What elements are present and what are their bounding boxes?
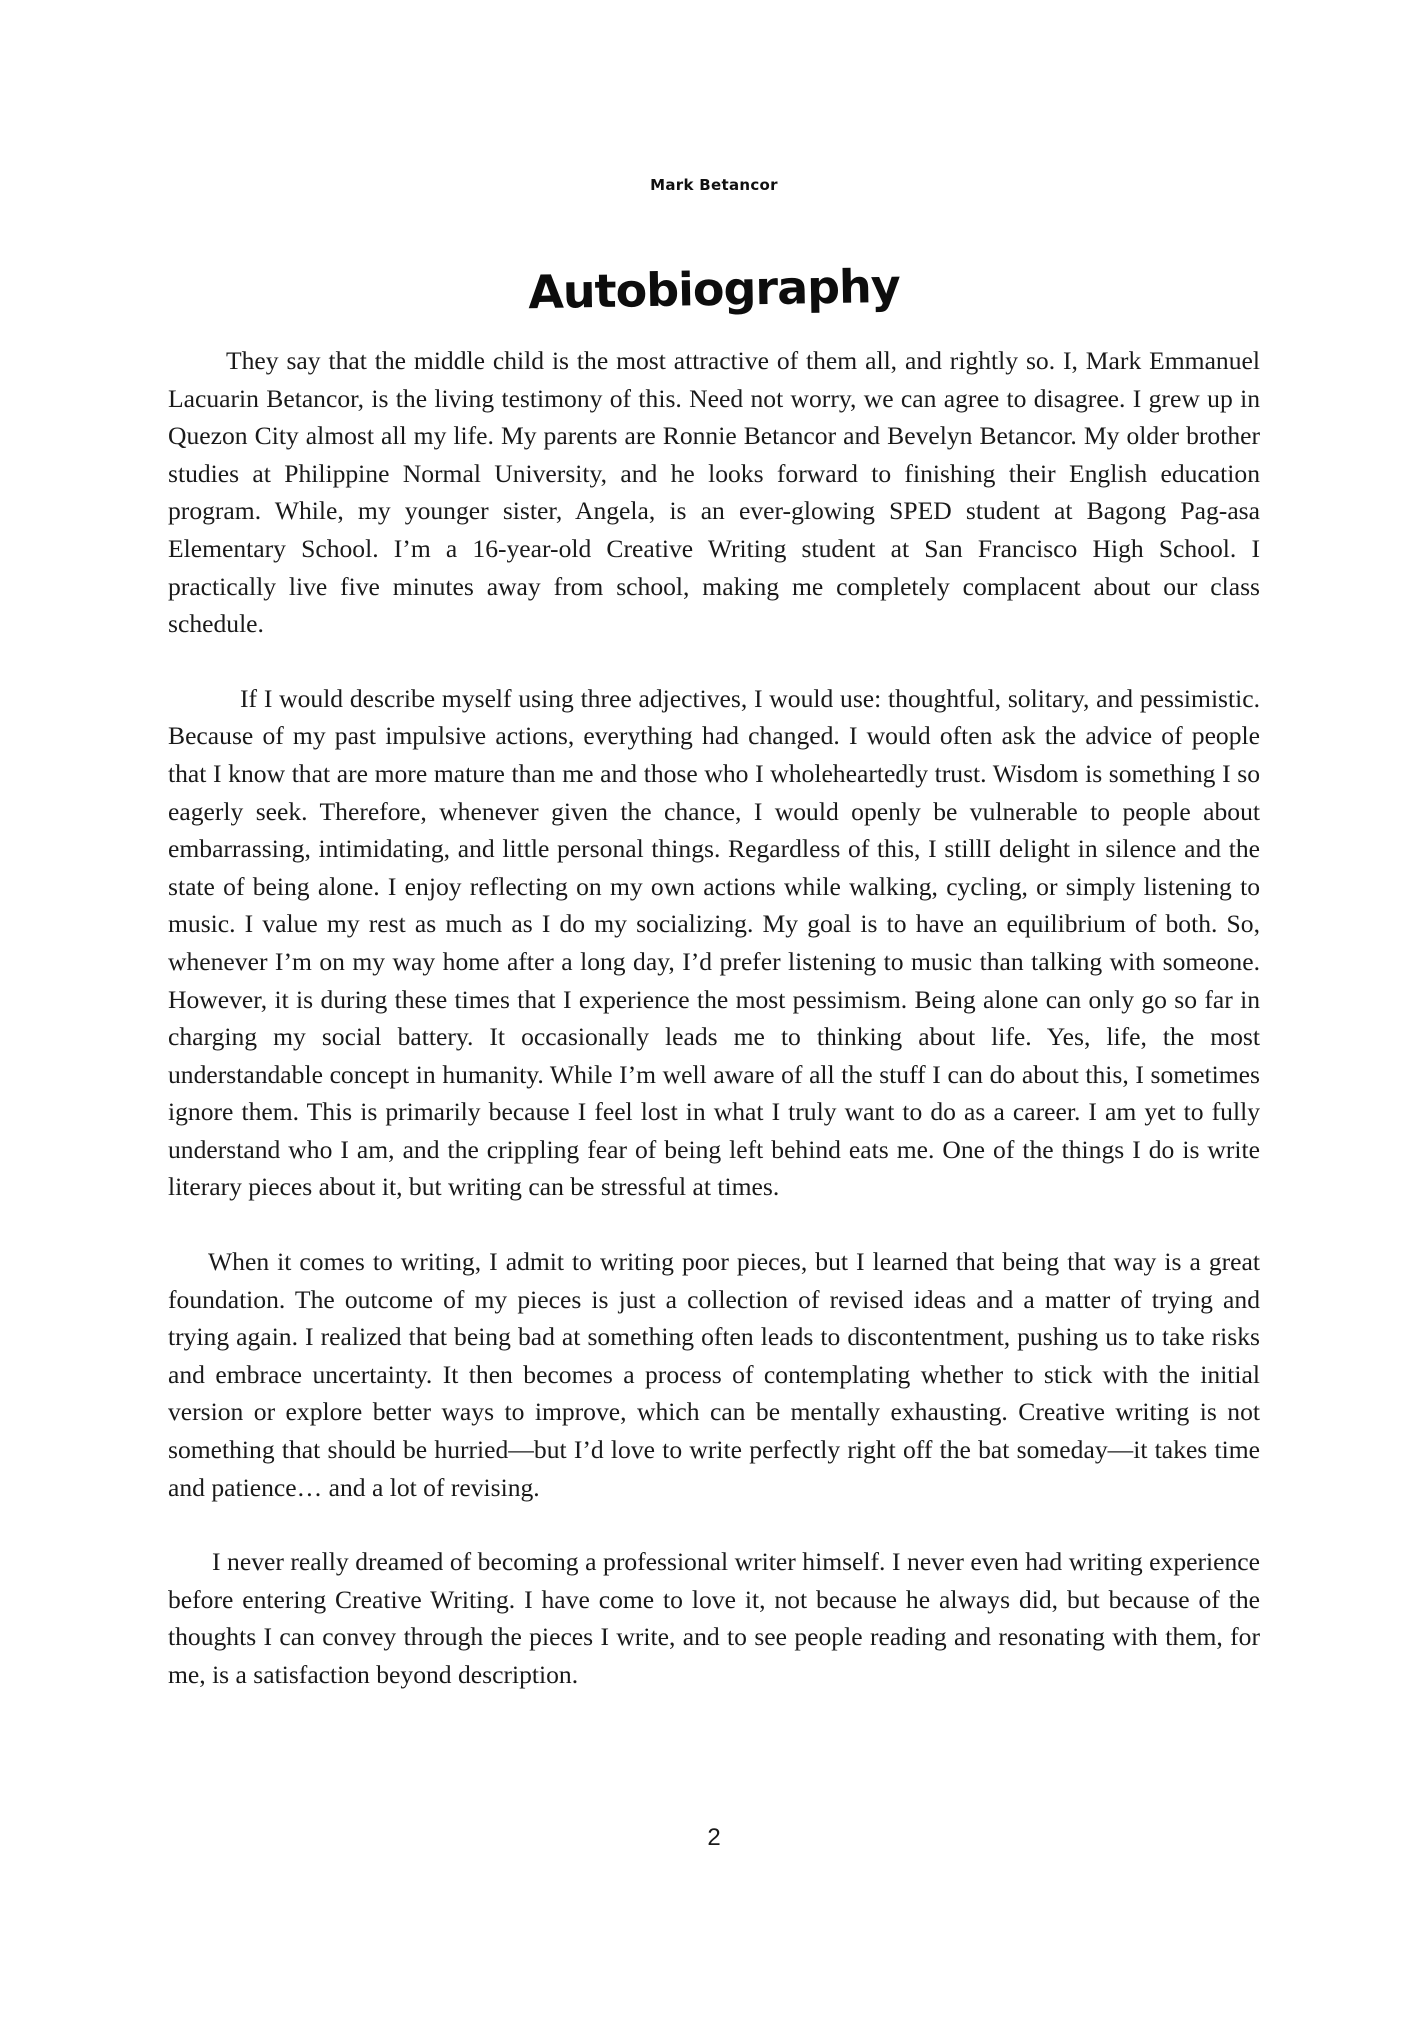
paragraph-2: If I would describe myself using three adjectives, I would use: thoughtful, solitary, and pessimistic. Because of my past impulsive actions, everything had changed. I would often ask the advice of people that I know that are more mature than me and those who I wholeheartedly trust. Wisdom is something I so eagerly seek. Therefore, whenever given the chance, I would openly be vulnerable to people about embarrassing, intimidating, and little personal things. Regardless of this, I stillI delight in silence and the state of being alone. I enjoy reflecting on my own actions while walking, cycling, or simply listening to music. I value my rest as much as I do my socializing. My goal is to have an equilibrium of both. So, whenever I’m on my way home after a long day, I’d prefer listening to music than talking with someone. However, it is during these times that I experience the most pessimism. Being alone can only go so far in charging my social battery. It occasionally leads me to thinking about life. Yes, life, the most understandable concept in humanity. While I’m well aware of all the stuff I can do about this, I sometimes ignore them. This is primarily because I feel lost in what I truly want to do as a career. I am yet to fully understand who I am, and the crippling fear of being left behind eats me. One of the things I do is write literary pieces about it, but writing can be stressful at times. [168, 683, 1260, 1202]
document-body [168, 342, 1260, 1694]
paragraph-4: I never really dreamed of becoming a professional writer himself. I never even had writing experience before entering Creative Writing. I have come to love it, not because he always did, but because of the thoughts I can convey through the pieces I write, and to see people reading and resonating with them, for me, is a satisfaction beyond description. [168, 1547, 1260, 1689]
paragraph-3: When it comes to writing, I admit to writing poor pieces, but I learned that being that way is a great foundation. The outcome of my pieces is just a collection of revised ideas and a matter of trying and trying again. I realized that being bad at something often leads to discontentment, pushing us to take risks and embrace uncertainty. It then becomes a process of contemplating whether to stick with the initial version or explore better ways to improve, which can be mentally exhausting. Creative writing is not something that should be hurried—but I’d love to write perfectly right off the bat someday—it takes time and patience… and a lot of revising. [168, 1247, 1260, 1502]
page-number: 2 [707, 1824, 721, 1851]
document-title: Autobiography [527, 258, 901, 320]
paragraph-1: They say that the middle child is the most attractive of them all, and rightly so. I, Mark Emmanuel Lacuarin Betancor, is the living testimony of this. Need not worry, we can agree to disagree. I grew up in Quezon City almost all my life. My parents are Ronnie Betancor and Bevelyn Betancor. My older brother studies at Philippine Normal University, and he looks forward to finishing their English education program. While, my younger sister, Angela, is an ever-glowing SPED student at Bagong Pag-asa Elementary School. I’m a 16-year-old Creative Writing student at San Francisco High School. I practically live five minutes away from school, making me completely complacent about our class schedule. [168, 346, 1260, 639]
author-header: Mark Betancor [650, 176, 778, 194]
